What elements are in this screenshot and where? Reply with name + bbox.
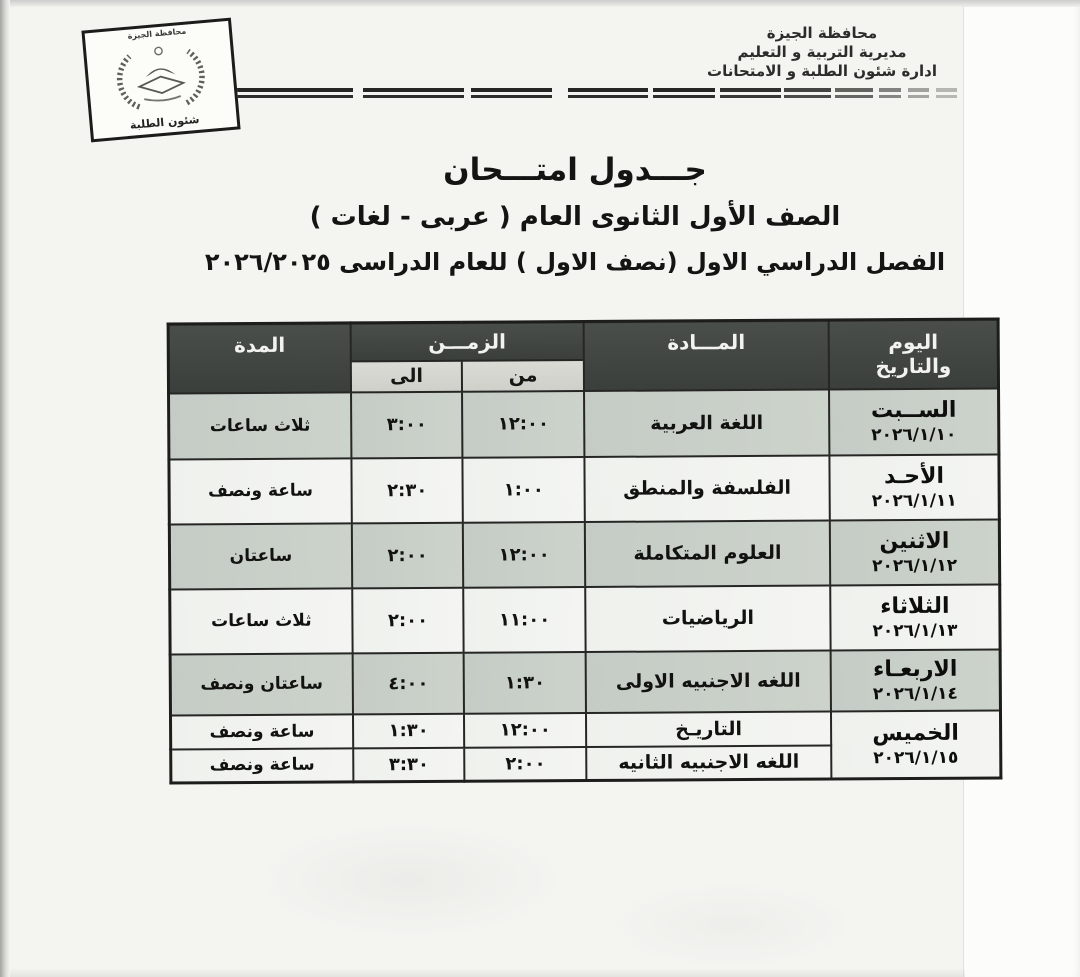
duration-cell: ساعتان ونصف bbox=[170, 653, 353, 715]
time-from-cell: ١٢:٠٠ bbox=[463, 521, 585, 587]
header-divider-rule bbox=[237, 88, 961, 100]
time-to-cell: ٣:٠٠ bbox=[351, 391, 463, 458]
official-stamp bbox=[81, 18, 240, 143]
day-name: الســبت bbox=[870, 397, 957, 424]
photo-bottom-edge bbox=[0, 968, 965, 977]
time-to-cell: ٤:٠٠ bbox=[352, 652, 464, 714]
time-from-cell: ٢:٠٠ bbox=[465, 746, 587, 781]
day-cell bbox=[830, 519, 1000, 585]
page-title: جـــدول امتـــحان bbox=[443, 152, 707, 188]
semester-subtitle: الفصل الدراسي الاول (نصف الاول ) للعام الدراسى ٢٠٢٦/٢٠٢٥ bbox=[204, 248, 946, 276]
wreath-emblem-icon bbox=[92, 32, 230, 122]
table-header bbox=[168, 319, 998, 393]
day-name: الاربعـاء bbox=[872, 656, 958, 682]
exam-row-tuesday bbox=[170, 584, 1000, 654]
photo-left-edge bbox=[0, 0, 10, 977]
duration-cell: ثلاث ساعات bbox=[170, 588, 353, 654]
subject-cell: التاريـخ bbox=[586, 711, 831, 746]
day-name: الاثنين bbox=[879, 528, 950, 554]
subject-cell: اللغه الاجنبيه الاولى bbox=[586, 650, 831, 712]
grade-subtitle: الصف الأول الثانوى العام ( عربى - لغات ) bbox=[309, 202, 841, 232]
day-date: ٢٠٢٦/١/١١ bbox=[871, 490, 957, 511]
subject-cell: العلوم المتكاملة bbox=[585, 520, 830, 586]
organization-header bbox=[692, 24, 952, 81]
governorate-line: محافظة الجيزة bbox=[766, 24, 878, 42]
day-cell bbox=[829, 388, 999, 455]
day-header-line2: والتاريخ bbox=[875, 354, 952, 379]
stamp-bottom-text: شئون الطلبة bbox=[129, 112, 200, 132]
exam-row-sunday bbox=[169, 454, 999, 524]
day-date-header bbox=[829, 319, 999, 389]
day-cell bbox=[830, 584, 1000, 650]
exam-row-monday bbox=[169, 519, 999, 589]
time-from-header: من bbox=[462, 360, 584, 392]
time-header: الزمـــن bbox=[350, 322, 583, 361]
day-header-line1: اليوم bbox=[888, 330, 939, 355]
time-from-cell: ١٢:٠٠ bbox=[462, 391, 584, 458]
time-to-cell: ٢:٠٠ bbox=[352, 522, 464, 588]
duration-cell: ثلاث ساعات bbox=[169, 392, 352, 459]
day-date: ٢٠٢٦/١/١٥ bbox=[873, 747, 959, 768]
day-date: ٢٠٢٦/١/١٣ bbox=[872, 620, 958, 641]
day-name: الخميس bbox=[872, 720, 959, 746]
duration-cell: ساعة ونصف bbox=[170, 714, 353, 749]
scan-noise bbox=[600, 880, 860, 970]
day-cell bbox=[831, 710, 1001, 779]
time-from-cell: ١:٠٠ bbox=[463, 456, 585, 522]
day-cell bbox=[829, 454, 999, 520]
duration-cell: ساعة ونصف bbox=[169, 458, 352, 524]
exam-schedule-table bbox=[167, 317, 1003, 784]
day-date: ٢٠٢٦/١/١٤ bbox=[872, 683, 958, 704]
title-block bbox=[150, 146, 1000, 284]
scan-noise bbox=[250, 820, 570, 940]
duration-cell: ساعة ونصف bbox=[171, 748, 354, 783]
day-date: ٢٠٢٦/١/١٠ bbox=[871, 424, 957, 446]
exam-row-thursday-1 bbox=[170, 710, 1000, 749]
time-to-cell: ١:٣٠ bbox=[353, 713, 465, 748]
duration-header: المدة bbox=[168, 323, 351, 393]
exam-schedule-table-wrapper bbox=[167, 317, 1003, 784]
photo-top-edge bbox=[0, 0, 1080, 7]
day-cell bbox=[831, 649, 1001, 711]
subject-header: المـــادة bbox=[584, 320, 829, 390]
subject-cell: الرياضيات bbox=[585, 585, 830, 651]
stamp-top-text: محافظة الجيزة bbox=[127, 26, 187, 41]
time-to-cell: ٢:٣٠ bbox=[351, 457, 463, 523]
time-from-cell: ١:٣٠ bbox=[464, 651, 586, 713]
time-to-cell: ٣:٣٠ bbox=[353, 747, 465, 782]
subject-cell: اللغة العربية bbox=[584, 389, 829, 456]
subject-cell: الفلسفة والمنطق bbox=[584, 455, 829, 521]
day-name: الأحـد bbox=[883, 463, 945, 489]
day-date: ٢٠٢٦/١/١٢ bbox=[872, 555, 958, 576]
directorate-line: مديرية التربية و التعليم bbox=[737, 43, 907, 61]
time-to-cell: ٢:٠٠ bbox=[352, 587, 464, 653]
time-from-cell: ١١:٠٠ bbox=[464, 586, 586, 652]
time-from-cell: ١٢:٠٠ bbox=[464, 712, 586, 747]
exam-row-saturday bbox=[169, 388, 999, 459]
day-name: الثلاثاء bbox=[880, 593, 950, 619]
subject-cell: اللغه الاجنبيه الثانيه bbox=[586, 745, 831, 780]
exam-row-wednesday bbox=[170, 649, 1000, 715]
administration-line: ادارة شئون الطلبة و الامتحانات bbox=[707, 62, 937, 80]
duration-cell: ساعتان bbox=[169, 523, 352, 589]
time-to-header: الى bbox=[351, 360, 463, 392]
